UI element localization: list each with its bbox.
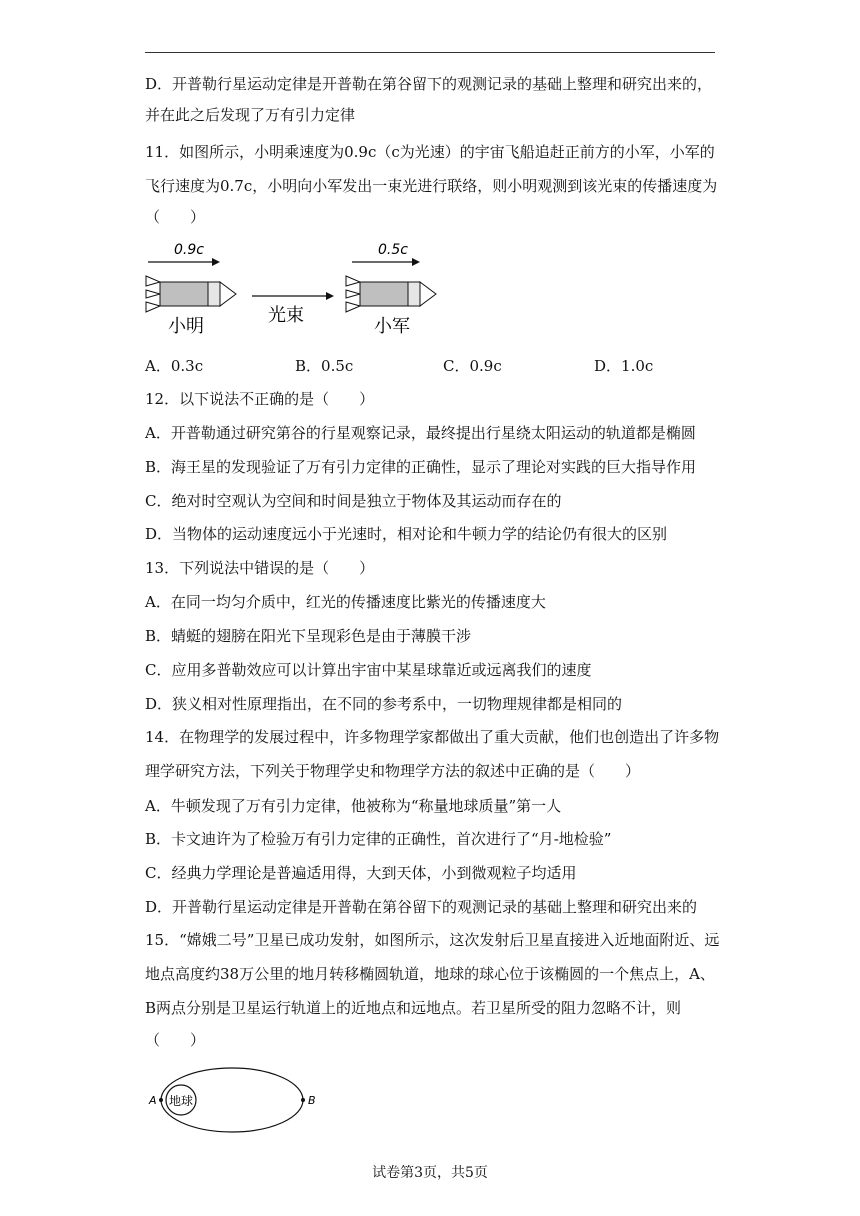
q15-text-line2: 地点高度约38万公里的地月转移椭圆轨道，地球的球心位于该椭圆的一个焦点上，A、	[145, 965, 715, 983]
velocity-label-xiaojun: 0.5c	[378, 242, 408, 258]
point-b-dot	[301, 1098, 305, 1102]
q14-option-c: C．经典力学理论是普遍适用得，大到天体，小到微观粒子均适用	[145, 864, 577, 882]
q12-option-a: A．开普勒通过研究第谷的行星观察记录，最终提出行星绕太阳运动的轨道都是椭圆	[145, 424, 696, 442]
q11-bracket: （ ）	[145, 208, 206, 226]
q15-text-line1: 15．“嫦娥二号”卫星已成功发射，如图所示，这次发射后卫星直接进入近地面附近、远	[145, 931, 720, 949]
q11-option-b: B．0.5c	[295, 357, 354, 375]
q11-text-line1: 11．如图所示，小明乘速度为0.9c（c为光速）的宇宙飞船追赶正前方的小军，小军的	[145, 143, 715, 161]
q11-option-c: C．0.9c	[443, 357, 502, 375]
q12-option-c: C．绝对时空观认为空间和时间是独立于物体及其运动而存在的	[145, 492, 562, 510]
velocity-label-xiaoming: 0.9c	[174, 242, 204, 258]
q11-text-line2: 飞行速度为0.7c，小明向小军发出一束光进行联络，则小明观测到该光束的传播速度为	[145, 177, 718, 195]
q15-orbit-figure	[140, 1066, 330, 1140]
page-footer: 试卷第3页，共5页	[372, 1165, 488, 1181]
label-light-beam: 光束	[268, 305, 304, 326]
q14-text-line1: 14．在物理学的发展过程中，许多物理学家都做出了重大贡献，他们也创造出了许多物	[145, 728, 720, 746]
label-xiaojun: 小军	[374, 316, 410, 337]
q14-text-line2: 理学研究方法，下列关于物理学史和物理学方法的叙述中正确的是（ ）	[145, 762, 641, 780]
label-point-b: B	[308, 1094, 316, 1107]
q13-option-c: C．应用多普勒效应可以计算出宇宙中某星球靠近或远离我们的速度	[145, 661, 592, 679]
header-rule	[145, 52, 715, 53]
label-point-a: A	[149, 1094, 157, 1107]
q11-option-a: A．0.3c	[145, 357, 204, 375]
q12-option-b: B．海王星的发现验证了万有引力定律的正确性，显示了理论对实践的巨大指导作用	[145, 458, 697, 476]
q15-text-line3: B两点分别是卫星运行轨道上的近地点和远地点。若卫星所受的阻力忽略不计，则	[145, 999, 682, 1017]
q14-option-a: A．牛顿发现了万有引力定律，他被称为“称量地球质量”第一人	[145, 797, 562, 815]
q13-option-a: A．在同一均匀介质中，红光的传播速度比紫光的传播速度大	[145, 593, 546, 611]
label-xiaoming: 小明	[168, 316, 204, 337]
q14-option-b: B．卡文迪许为了检验万有引力定律的正确性，首次进行了“月-地检验”	[145, 830, 612, 848]
q13-option-b: B．蜻蜓的翅膀在阳光下呈现彩色是由于薄膜干涉	[145, 627, 472, 645]
q10-option-d-line1: D．开普勒行星运动定律是开普勒在第谷留下的观测记录的基础上整理和研究出来的，	[145, 75, 713, 93]
rocket-xiaoming-icon	[146, 276, 236, 312]
point-a-dot	[159, 1098, 163, 1102]
q13-stem: 13．下列说法中错误的是（ ）	[145, 559, 375, 577]
q11-rocket-figure	[140, 236, 450, 340]
q12-stem: 12．以下说法不正确的是（ ）	[145, 390, 375, 408]
q15-bracket: （ ）	[145, 1031, 206, 1049]
q10-option-d-line2: 并在此之后发现了万有引力定律	[145, 106, 356, 124]
label-earth: 地球	[169, 1094, 194, 1108]
q13-option-d: D．狭义相对性原理指出，在不同的参考系中，一切物理规律都是相同的	[145, 695, 623, 713]
rocket-xiaojun-icon	[346, 276, 436, 312]
q12-option-d: D．当物体的运动速度远小于光速时，相对论和牛顿力学的结论仍有很大的区别	[145, 525, 668, 543]
q14-option-d: D．开普勒行星运动定律是开普勒在第谷留下的观测记录的基础上整理和研究出来的	[145, 898, 698, 916]
q11-option-d: D．1.0c	[594, 357, 654, 375]
